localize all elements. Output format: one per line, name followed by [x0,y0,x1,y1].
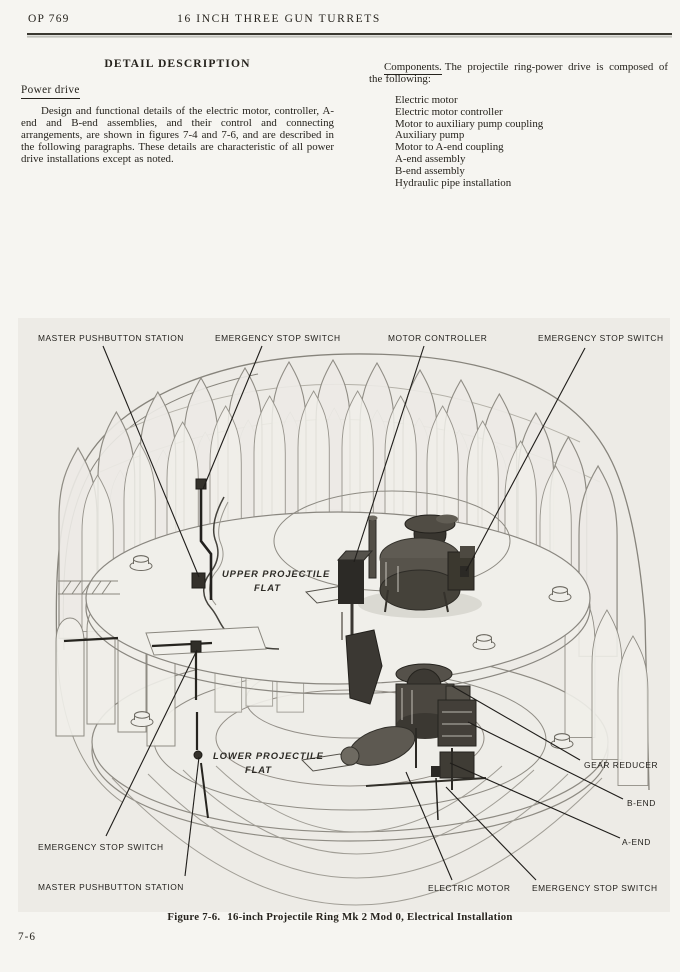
right-column [369,61,668,189]
doc-number: OP 769 [28,13,70,25]
figure-7-6-diagram [18,318,670,912]
list-item: Electric motor controller [395,105,503,118]
section-heading: DETAIL DESCRIPTION [104,57,251,70]
label-upper-projectile-flat-2: FLAT [254,582,281,593]
list-item: B-end assembly [395,164,465,177]
components-label: Components. [384,61,442,73]
list-item: Motor to auxiliary pump coupling [395,117,544,130]
components-list [395,95,668,189]
label-motor-controller: MOTOR CONTROLLER [388,333,488,343]
components-lead: Components. The projectile ring-power drive is composed of the following: [369,61,668,85]
a-end-unit [440,752,474,778]
label-gear-reducer: GEAR REDUCER [584,760,659,770]
label-lower-projectile-flat-2: FLAT [245,764,272,775]
label-upper-projectile-flat: UPPER PROJECTILE [222,568,331,579]
list-item: A-end assembly [395,152,466,165]
figure-caption-number: Figure 7-6. [167,911,221,923]
body-paragraph: Design and functional details of the electric motor, controller, A-end and B-end assemblies, and their control and connecting arrangements, are shown in figures 7-4 and 7-6, and are described in the following paragraphs. These details are characteristic of all power drive installations except as noted. [21,105,334,165]
label-master-pushbutton-station-top: MASTER PUSHBUTTON STATION [38,333,184,343]
list-item: Auxiliary pump [395,129,465,142]
label-emergency-stop-switch-top-right: EMERGENCY STOP SWITCH [538,333,664,343]
subsection-heading: Power drive [21,84,334,96]
figure-caption-title: 16-inch Projectile Ring Mk 2 Mod 0, Electrical Installation [227,911,513,923]
standpipe [369,520,376,578]
motor-controller-box [338,560,364,604]
page-title: 16 INCH THREE GUN TURRETS [177,13,381,25]
label-emergency-stop-switch-top-left: EMERGENCY STOP SWITCH [215,333,341,343]
label-b-end: B-END [627,798,656,808]
emergency-stop-switch-lower-right [431,766,440,777]
figure-caption [0,911,680,923]
label-electric-motor: ELECTRIC MOTOR [428,883,511,893]
emergency-stop-switch-lower-left [191,641,201,652]
header-rule [27,33,672,35]
label-a-end: A-END [622,837,651,847]
label-lower-projectile-flat: LOWER PROJECTILE [213,750,324,761]
list-item: Motor to A-end coupling [395,141,504,154]
page-number: 7-6 [18,931,36,943]
label-emergency-stop-switch-bottom-right: EMERGENCY STOP SWITCH [532,883,658,893]
left-column [21,57,334,166]
list-item: Hydraulic pipe installation [395,176,512,189]
label-master-pushbutton-station-bottom: MASTER PUSHBUTTON STATION [38,882,184,892]
label-emergency-stop-switch-bottom-left: EMERGENCY STOP SWITCH [38,842,164,852]
list-item: Electric motor [395,94,458,106]
master-pushbutton-station-lower [194,751,202,759]
